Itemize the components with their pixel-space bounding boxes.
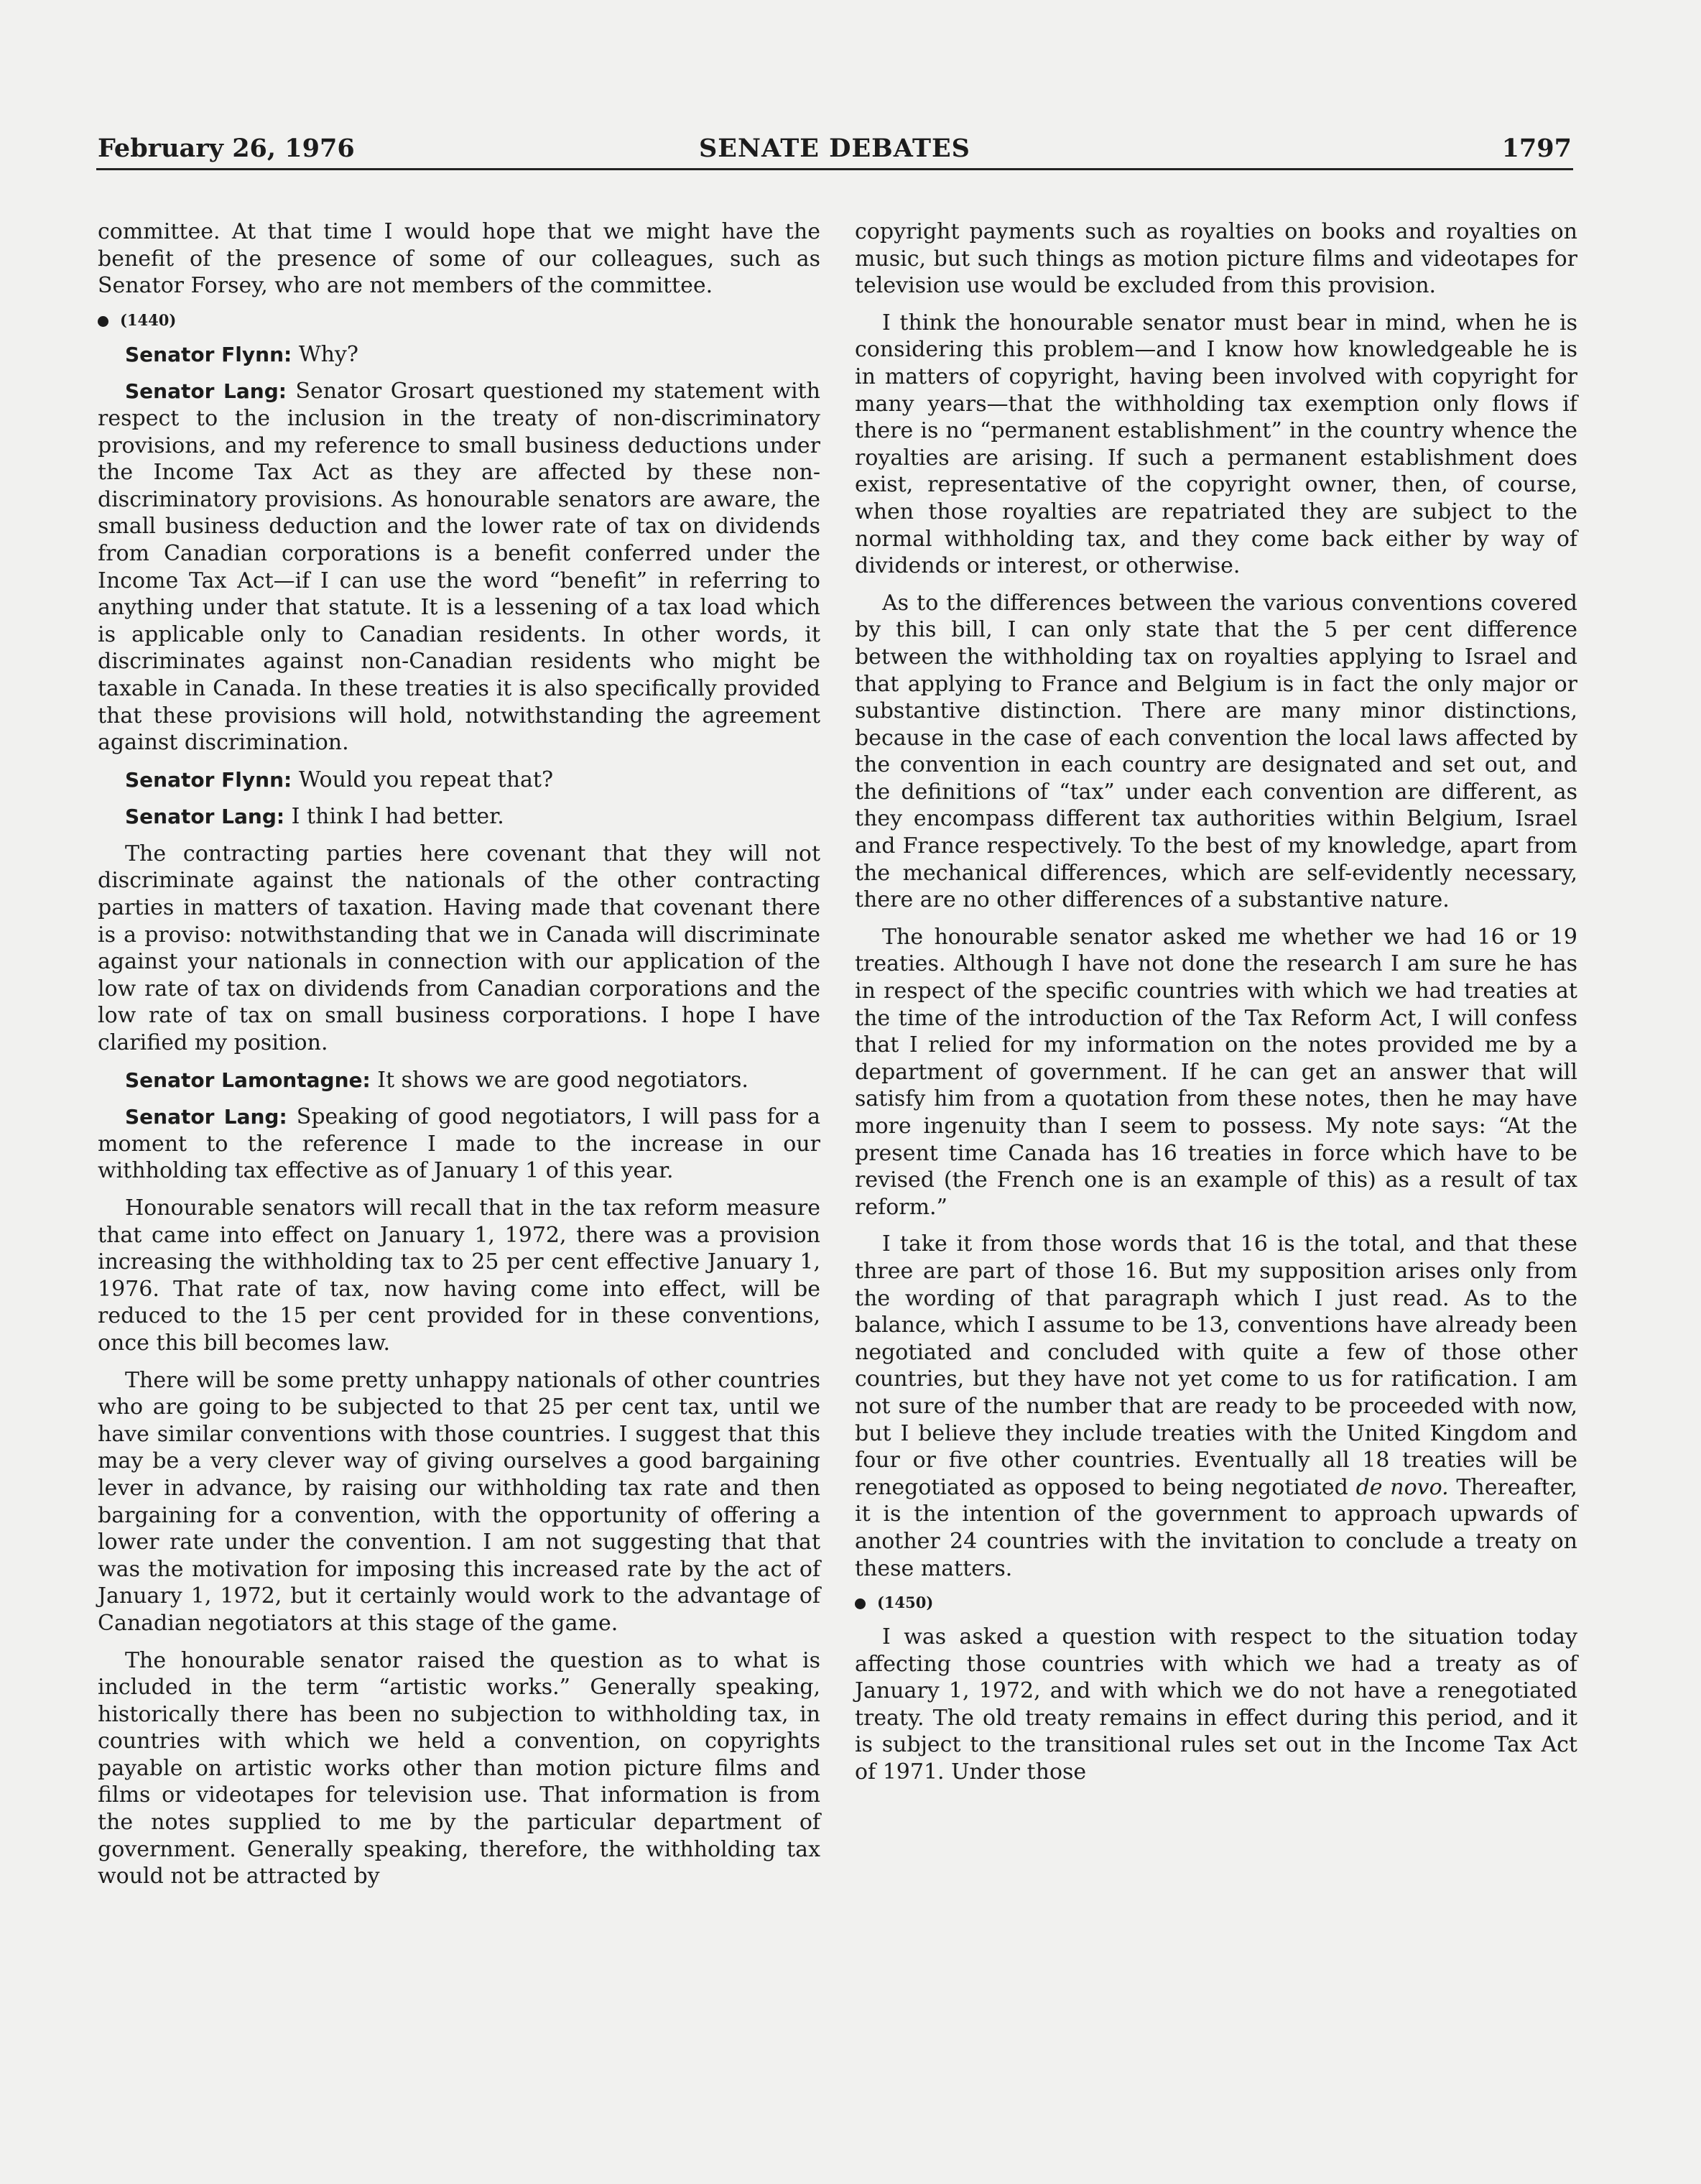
speech-paragraph — [98, 341, 820, 369]
paragraph: I think the honourable senator must bear in mind, when he is considering this problem—and I know how knowledgeable he is in matters of copyright, having been involved with copyright for many years—that the withholding tax exemption only flows if there is no “permanent establishment” in the country whence the royalties are arising. If such a permanent establishment does exist, representative of the copyright owner, then, of course, when those royalties are repatriated they are subject to the normal withholding tax, and they come back either by way of dividends or interest, or otherwise. — [855, 310, 1577, 579]
speech-paragraph — [98, 378, 820, 756]
speech-text: I think I had better. — [284, 804, 504, 830]
speaker-name: Senator Lang: — [125, 805, 285, 829]
speaker-name: Senator Lang: — [125, 1105, 287, 1129]
paragraph: I was asked a question with respect to the situation today affecting those countries with which we had a treaty as of January 1, 1972, and with which we do not have a renegotiated treaty. The old treaty remains in effect during this period, and it is subject to the transitional rules set out in the Income Tax Act of 1971. Under those — [855, 1624, 1577, 1785]
paragraph: The honourable senator raised the question as to what is included in the term “artistic works.” Generally speaking, historically there has been no subjection to withholding tax, in countries with which we held a convention, on copyrights payable on artistic works other than motion picture films and films or videotapes for television use. That information is from the notes supplied to me by the particular department of government. Generally speaking, therefore, the withholding tax would not be attracted by — [98, 1647, 820, 1889]
paragraph: copyright payments such as royalties on books and royalties on music, but such things as motion picture films and videotapes for television use would be excluded from this provision. — [855, 219, 1577, 299]
header-date: February 26, 1976 — [98, 134, 355, 163]
paragraph: Honourable senators will recall that in the tax reform measure that came into effect on January 1, 1972, there was a provision increasing the withholding tax to 25 per cent effective January 1, 1976. That rate of tax, now having come into effect, will be reduced to the 15 per cent provided for in these conventions, once this bill becomes law. — [98, 1195, 820, 1356]
header-rule — [96, 168, 1573, 170]
speaker-name: Senator Flynn: — [125, 767, 292, 792]
speaker-name: Senator Lang: — [125, 379, 287, 404]
left-column — [98, 218, 820, 1900]
text-run: I take it from those words that 16 is the total, and that these three are part of those 16. But my supposition arises only from the wording of that paragraph which I just read. As to the balance, which I assume to be 13, conventions have already been negotiated and concluded with quite a few of those other countries, but they have not yet come to us for ratification. I am not sure of the number that are ready to be proceeded with now, but I believe they include treaties with the United Kingdom and four or five other countries. Eventually all 18 treaties will be renegotiated as opposed to being negotiated — [855, 1231, 1577, 1500]
speech-text: Would you repeat that? — [292, 767, 554, 792]
paragraph: committee. At that time I would hope that we might have the benefit of the presence of some of our colleagues, such as Senator Forsey, who are not members of the committee. — [98, 219, 820, 299]
paragraph: There will be some pretty unhappy nationals of other countries who are going to be subjected to that 25 per cent tax, until we have similar conventions with those countries. I suggest that this may be a very clever way of giving ourselves a good bargaining lever in advance, by raising our withholding tax rate and then bargaining for a convention, with the opportunity of offering a lower rate under the convention. I am not suggesting that that was the motivation for imposing this increased rate by the act of January 1, 1972, but it certainly would work to the advantage of Canadian negotiators at this stage of the game. — [98, 1367, 820, 1636]
time-marker-label: (1440) — [120, 310, 177, 329]
bullet-icon — [98, 316, 108, 327]
speech-paragraph — [98, 1103, 820, 1185]
speech-text: Senator Grosart questioned my statement with respect to the inclusion in the treaty of non-discriminatory provisions, and my reference to small business deductions under the Income Tax Act as they are affected by these non-discriminatory provisions. As honourable senators are aware, the small business deduction and the lower rate of tax on dividends from Canadian corporations is a benefit conferred under the Income Tax Act—if I can use the word “benefit” in referring to anything under that statute. It is a lessening of a tax load which is applicable only to Canadian residents. In other words, it discriminates against non-Canadian residents who might be taxable in Canada. In these treaties it is also specifically provided that these provisions will hold, notwithstanding the agreement against discrimination. — [98, 379, 820, 756]
speech-text: Speaking of good negotiators, I will pass for a moment to the reference I made to the increase in our withholding tax effective as of January 1 of this year. — [98, 1104, 820, 1184]
right-column — [855, 218, 1577, 1796]
paragraph: As to the differences between the various conventions covered by this bill, I can only state that the 5 per cent difference between the withholding tax on royalties applying to Israel and that applying to France and Belgium is in fact the only major or substantive distinction. There are many minor distinctions, because in the case of each convention the local laws affected by the convention in each country are designated and set out, and the definitions of “tax” under each convention are different, as they encompass different tax authorities within Belgium, Israel and France respectively. To the best of my knowledge, apart from the mechanical differences, which are self-evidently necessary, there are no other differences of a substantive nature. — [855, 590, 1577, 913]
speech-text: It shows we are good negotiators. — [370, 1067, 748, 1093]
header-title: SENATE DEBATES — [699, 134, 970, 163]
paragraph — [855, 1231, 1577, 1582]
speech-paragraph — [98, 767, 820, 794]
text-run: Thereafter, it is the intention of the government to approach upwards of another 24 countries with the invitation to conclude a treaty on these matters. — [855, 1474, 1577, 1581]
time-marker — [98, 310, 820, 331]
italic-text: de novo. — [1355, 1474, 1449, 1500]
time-marker-label: (1450) — [877, 1593, 934, 1612]
page-number: 1797 — [1501, 134, 1572, 163]
paragraph: The contracting parties here covenant that they will not discriminate against the nationals of the other contracting parties in matters of taxation. Having made that covenant there is a proviso: notwithstanding that we in Canada will discriminate against your nationals in connection with our application of the low rate of tax on dividends from Canadian corporations and the low rate of tax on small business corporations. I hope I have clarified my position. — [98, 841, 820, 1056]
speech-text: Why? — [292, 341, 358, 367]
speech-paragraph — [98, 1067, 820, 1094]
paragraph: The honourable senator asked me whether we had 16 or 19 treaties. Although I have not done the research I am sure he has in respect of the specific countries with which we had treaties at the time of the introduction of the Tax Reform Act, I will confess that I relied for my information on the notes provided me by a department of government. If he can get an answer that will satisfy him from a quotation from these notes, then he may have more ingenuity than I seem to possess. My note says: “At the present time Canada has 16 treaties in force which have to be revised (the French one is an example of this) as a result of tax reform.” — [855, 924, 1577, 1220]
speech-paragraph — [98, 803, 820, 830]
time-marker — [855, 1592, 1577, 1614]
speaker-name: Senator Flynn: — [125, 342, 292, 366]
bullet-icon — [855, 1598, 866, 1609]
speaker-name: Senator Lamontagne: — [125, 1068, 371, 1092]
page-header — [98, 132, 1572, 165]
